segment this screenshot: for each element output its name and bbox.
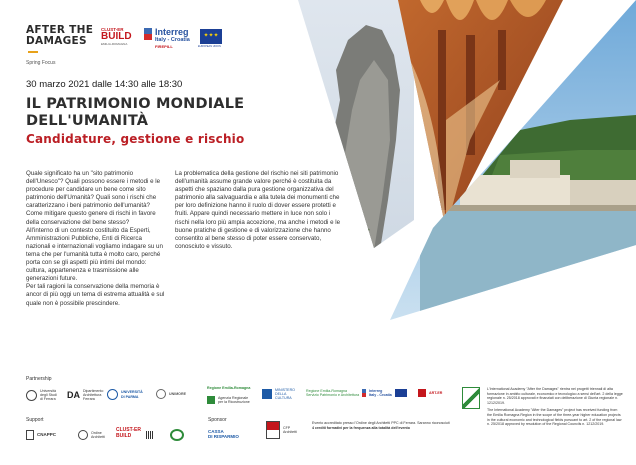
arter-mark-icon <box>418 389 426 397</box>
seal-icon <box>156 389 166 399</box>
seal-icon <box>107 389 118 400</box>
event-accreditation-note <box>312 421 452 430</box>
funding-note-paragraph: L'International Academy "After the Damages" rientra nei progetti triennali di alta formazione in ambito culturale, economico e tecnologico a sensi dell'art. 2 della legge regionale n. 25/2018 approvati e finanziati con deliberazione di Giunta regionale n. 1212/2019. <box>487 387 623 405</box>
body-paragraph: Quale significato ha un "sito patrimonio dell'Unesco"? Quali possono essere i metodi e le procedure per candidare un bene come sito patrimonio dell'Umanità? Quali sono i rischi che caratterizzano i beni patrimonio dell'umanità? Come mitigare questo genere di rischi in favore della conservazione del bene stesso? <box>26 170 161 226</box>
interreg-line3: FIREPILL <box>155 44 173 49</box>
clust-er-build-logo <box>101 27 135 46</box>
after-the-damages-logo <box>26 25 96 66</box>
eu-flag-icon <box>395 389 407 397</box>
interreg-line1: Interreg <box>155 27 189 37</box>
logo-att-line1: AFTER THE <box>26 24 94 36</box>
partner-logo-regione <box>207 386 250 390</box>
partner-logo-dipartimento <box>67 389 103 402</box>
event-note-bold: 4 crediti formativi per la frequenza alla totalità dell'evento <box>312 425 410 430</box>
partner-logo-agenzia <box>207 396 250 404</box>
partner-logo-unimore <box>156 389 186 399</box>
event-note-plain: Evento accreditato presso l'Ordine degli Architetti PPC di Ferrara. Saranno riconosciuti <box>312 421 450 425</box>
partner-logo-arter <box>418 389 442 397</box>
support-logo-text: Ordine Architetti <box>91 430 105 439</box>
sponsor-label: Sponsor <box>208 417 227 423</box>
support-label: Support <box>26 417 44 423</box>
sponsor-logo-text: CASSA DI RISPARMIO <box>208 429 239 439</box>
seal-icon <box>26 390 37 401</box>
regione-emblem-icon <box>462 387 480 409</box>
support-logo-text: CNAPPC <box>37 431 57 437</box>
partner-logo-regione-patrimonio <box>306 389 359 397</box>
body-paragraph: All'interno di un contesto costituito da Esperti, Amministrazioni Pubbliche, Enti di Ricerca nazionali e internazionali vogliamo indagare su un tema che per l'umanità tutta è molto caro, perché porta con se gli aspetti più intimi del mondo: cultura, appartenenza e trasmissione alle generazioni future. <box>26 226 163 283</box>
logo-att-line2: DAMAGES <box>26 36 96 58</box>
partner-logo-mic <box>262 388 295 401</box>
support-logo-text: CLUST-ER BUILD <box>116 427 141 439</box>
funding-note-paragraph: The International Academy "After the Damages" project has received funding from the Emilia Romagna Region in the scope of the three-year higher education projects in the cultural economic and technological fields pursuant to art. 2 of the regional law n. 25/2018 approved by resolution of the Regional Councils n. 1212/2019. <box>487 408 622 427</box>
interreg-line2: Italy - Croatia <box>155 37 190 43</box>
partnership-label: Partnership <box>26 376 52 382</box>
eu-flag-icon: ✦✦✦ <box>200 29 222 44</box>
partner-logo-text: UNIMORE <box>169 391 186 396</box>
photo-collage <box>270 0 636 360</box>
body-paragraph: La problematica della gestione del rischio nei siti patrimonio dell'umanità assume grande valore perché è costituita da aspetti che spaziano dalla pura gestione organizzativa del patrimonio alla salvaguardia e alla tutela dei monumenti che per loro definizione hanno il ruolo di dover essere protetti e fruiti. Appare quindi necessario mettere in luce non solo i rischi nella loro più ampia accezione, ma anche i metodi e le buone pratiche di gestione e di valorizzazione che hanno consentito al bene stesso di poter essere conservato, conosciuto e vissuto. <box>175 170 341 250</box>
logo-build-line2: BUILD <box>101 31 132 42</box>
logo-build-line3: EMILIA-ROMAGNA <box>101 42 128 46</box>
seal-icon <box>78 430 88 440</box>
support-logo-bars <box>146 431 154 439</box>
logo-build-line1: CLUST-ER <box>101 27 124 32</box>
agenzia-mark-icon <box>207 396 215 404</box>
da-mark-icon: DA <box>67 390 80 401</box>
interreg-logo <box>144 27 226 51</box>
body-paragraph: Per tali ragioni la conservazione della memoria è ancor di più oggi un tema di estrema attualità e sul quale non è possibile prescindere. <box>26 283 165 307</box>
eu-label: EUROPEAN UNION <box>198 45 221 48</box>
support-logo-ordine <box>78 430 105 440</box>
interreg-flag-icon <box>144 28 152 40</box>
page-subtitle: Candidature, gestione e rischio <box>26 132 245 146</box>
cfp-mark-icon <box>266 421 280 439</box>
body-column-left <box>26 170 166 308</box>
partner-logo-interreg <box>362 389 407 397</box>
partner-logo-text: MINISTERO DELLA CULTURA <box>275 388 295 401</box>
bars-icon <box>146 431 154 439</box>
sponsor-logo-cassa <box>208 429 239 439</box>
mic-mark-icon <box>262 389 272 399</box>
partner-logo-text: Regione Emilia-Romagna Servizio Patrimonio e Architettura <box>306 389 360 398</box>
partner-logo-unife <box>26 389 57 402</box>
sponsor-logo-text: CFP Architetti <box>283 425 297 434</box>
support-logo-cnappc <box>26 430 56 440</box>
page-title <box>26 96 276 130</box>
partner-logo-text: UNIVERSITÀ DI PARMA <box>121 390 143 399</box>
title-line1: IL PATRIMONIO MONDIALE <box>26 96 245 112</box>
interreg-flag-icon <box>362 389 366 397</box>
partner-logo-text: Università degli Studi di Ferrara <box>40 389 57 402</box>
title-line2: DELL'UMANITÀ <box>26 113 149 129</box>
logo-att-line3: Spring Focus <box>26 60 56 66</box>
ring-icon <box>170 429 184 441</box>
regione-emblem <box>462 387 480 409</box>
partner-logo-text: Interreg Italy - Croatia <box>369 389 392 398</box>
support-logo-ring <box>170 429 184 441</box>
event-date: 30 marzo 2021 dalle 14:30 alle 18:30 <box>26 79 183 90</box>
partner-logo-parma <box>107 389 143 400</box>
emblem-icon <box>26 430 34 440</box>
funding-note <box>487 387 623 430</box>
partner-logo-text: Regione Emilia-Romagna <box>207 386 251 390</box>
partner-logo-text: ART-ER <box>429 390 443 395</box>
partner-logo-text: Dipartimento Architettura Ferrara <box>83 389 104 402</box>
support-logo-build <box>116 428 141 439</box>
partner-logo-text: Agenzia Regionale per la Ricostruzione <box>218 396 250 405</box>
sponsor-logo-cfp <box>266 421 297 439</box>
